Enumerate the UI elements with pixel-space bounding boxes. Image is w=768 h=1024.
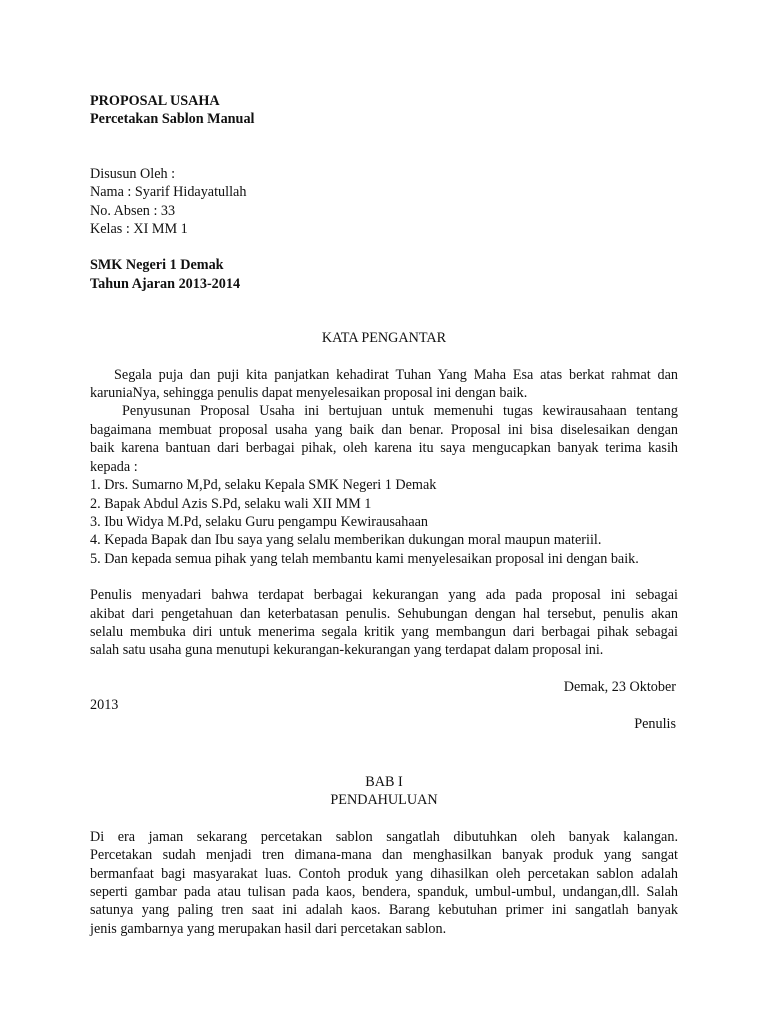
school-name: SMK Negeri 1 Demak (90, 257, 224, 274)
spacer (90, 129, 678, 165)
chapter-paragraph-line: jenis gambarnya yang merupakan hasil dari percetakan sablon. (90, 920, 447, 937)
thanks-list-item: 3. Ibu Widya M.Pd, selaku Guru pengampu Kewirausahaan (90, 513, 429, 530)
author-class: Kelas : XI MM 1 (90, 221, 188, 238)
spacer (90, 348, 678, 366)
spacer (90, 733, 678, 773)
thanks-list-item: 5. Dan kepada semua pihak yang telah membantu kami menyelesaikan proposal ini dengan baik. (90, 550, 639, 567)
document-title: PROPOSAL USAHA (90, 93, 220, 109)
foreword-heading: KATA PENGANTAR (321, 330, 447, 347)
foreword-paragraph-3-line: akibat dari pengetahuan dan keterbatasan penulis. Sehubungan dengan hal tersebut, penulis akan (90, 605, 678, 622)
foreword-paragraph-2-line: bagaimana membuat proposal usaha yang baik dan benar. Proposal ini bisa diselesaikan dengan (90, 421, 678, 438)
signature-label: Penulis (634, 715, 676, 732)
foreword-paragraph-2-line: kepada : (90, 458, 138, 475)
thanks-list-item: 4. Kepada Bapak dan Ibu saya yang selalu memberikan dukungan moral maupun materiil. (90, 532, 602, 549)
place-date: Demak, 23 Oktober (563, 678, 676, 695)
foreword-paragraph-2-line: Penyusunan Proposal Usaha ini bertujuan untuk memenuhi tugas kewirausahaan tentang (122, 403, 678, 420)
foreword-paragraph-3-line: selalu membuka diri untuk menerima segala kritik yang membangun dari berbagai pihak sebagai (90, 623, 678, 640)
thanks-list-item: 2. Bapak Abdul Azis S.Pd, selaku wali XII MM 1 (90, 495, 372, 512)
spacer (90, 660, 678, 678)
chapter-paragraph-line: bermanfaat bagi masyarakat luas. Contoh produk yang dihasilkan oleh percetakan sablon adalah (90, 865, 678, 882)
document-page (90, 92, 678, 938)
spacer (90, 810, 678, 828)
spacer (90, 238, 678, 256)
document-subtitle: Percetakan Sablon Manual (90, 111, 255, 128)
chapter-title: PENDAHULUAN (330, 792, 438, 809)
foreword-paragraph-1-line: Segala puja dan puji kita panjatkan kehadirat Tuhan Yang Maha Esa atas berkat rahmat dan (114, 366, 678, 383)
prepared-by-label: Disusun Oleh : (90, 165, 176, 182)
chapter-paragraph-line: Percetakan sudah menjadi tren dimana-mana dan menghasilkan banyak produk yang sangat (90, 847, 678, 864)
foreword-paragraph-3-line: salah satu usaha guna menutupi kekurangan-kekurangan yang terdapat dalam proposal ini. (90, 642, 604, 659)
foreword-paragraph-1-line: karuniaNya, sehingga penulis dapat menyelesaikan proposal ini dengan baik. (90, 385, 528, 402)
thanks-list-item: 1. Drs. Sumarno M,Pd, selaku Kepala SMK Negeri 1 Demak (90, 477, 437, 494)
foreword-paragraph-3-line: Penulis menyadari bahwa terdapat berbagai kekurangan yang ada pada proposal ini sebagai (90, 587, 678, 604)
place-date-year: 2013 (90, 697, 119, 714)
author-absen: No. Absen : 33 (90, 202, 176, 219)
spacer (90, 293, 678, 329)
chapter-number: BAB I (365, 773, 403, 790)
chapter-paragraph-line: satunya yang paling tren saat ini adalah kaos. Barang kebutuhan primer ini sangatlah banyak (90, 902, 678, 919)
school-year: Tahun Ajaran 2013-2014 (90, 275, 241, 292)
foreword-paragraph-2-line: baik karena bantuan dari berbagai pihak, oleh karena itu saya mengucapkan banyak terima kasih (90, 440, 678, 457)
chapter-paragraph-line: seperti gambar pada atau tulisan pada kaos, bendera, spanduk, umbul-umbul, undangan,dll. Salah (90, 884, 678, 900)
spacer (90, 568, 678, 586)
chapter-paragraph-line: Di era jaman sekarang percetakan sablon sangatlah dibutuhkan oleh banyak kalangan. (90, 828, 678, 845)
author-name: Nama : Syarif Hidayatullah (90, 184, 247, 201)
